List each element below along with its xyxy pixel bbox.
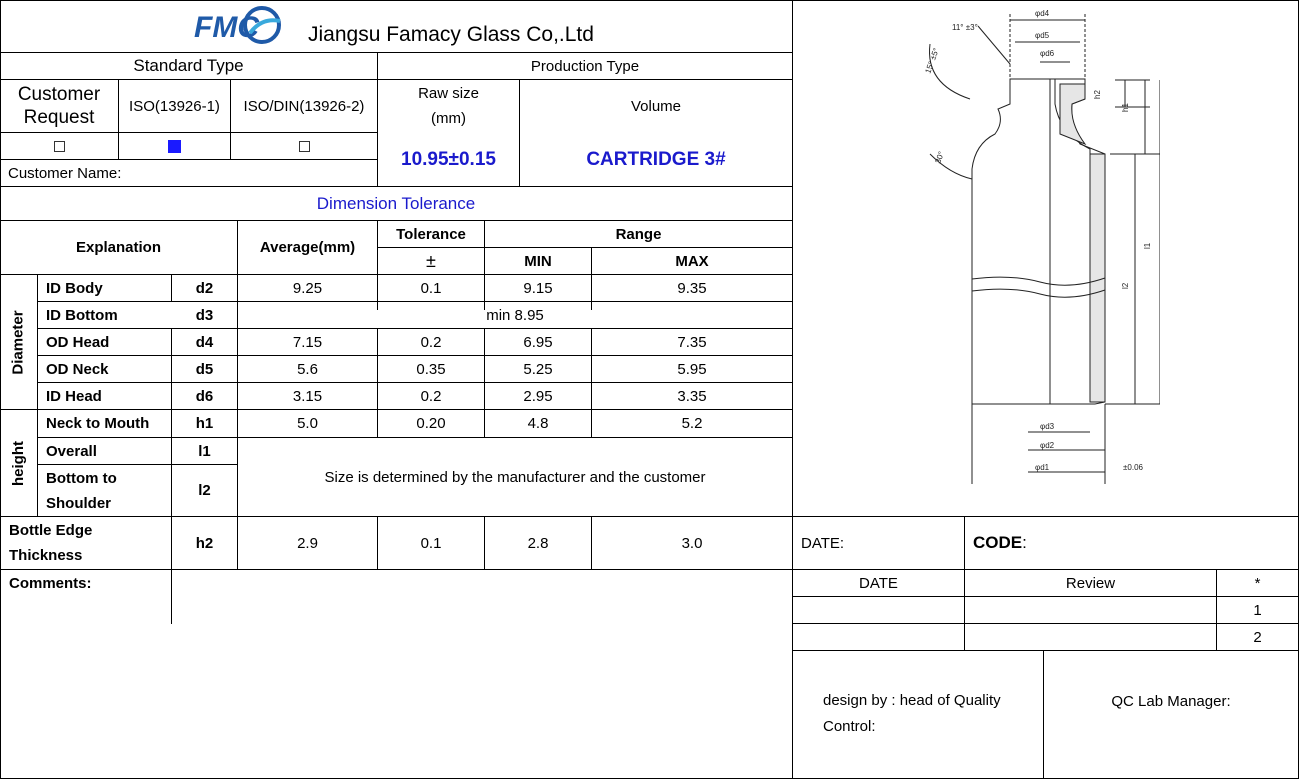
row-max: 5.2 [681,415,703,432]
row-tolerance: 0.20 [416,415,446,432]
review-header: Review [1065,574,1116,592]
drawing-svg [900,4,1160,484]
drawing-label-d6: φd6 [1040,49,1055,58]
size-note: Size is determined by the manufacturer and the customer [324,468,706,486]
row-max: 7.35 [677,333,707,351]
review-date-header: DATE [859,574,898,592]
drawing-label-angle-11: 11° ±3° [952,23,978,32]
edge-average: 2.9 [297,534,318,552]
row-average: 9.25 [292,279,323,297]
drawing-label-l1: l1 [1143,242,1152,249]
row-code: l1 [198,442,211,460]
raw-size-label-text: Raw size [418,85,479,102]
plusminus-header: ± [426,250,436,271]
drawing-label-h1: h1 [1121,103,1130,112]
min-header: MIN [524,252,552,270]
row-name: ID Head [46,387,102,405]
volume-label: Volume [630,97,682,115]
row-tolerance: 0.35 [416,360,446,378]
drawing-label-angle-15: 15° ±5° [923,46,941,75]
checkbox-iso-none[interactable] [0,133,118,159]
row-min: 2.95 [523,387,553,405]
review-star-header: * [1254,574,1261,592]
edge-tolerance: 0.1 [420,534,442,552]
checkbox-box-checked[interactable] [168,140,181,153]
row-average: 5.6 [297,360,318,378]
drawing-label-l2: l2 [1121,282,1130,289]
iso-din-13926-2-label: ISO/DIN(13926-2) [243,97,365,115]
row-name: ID Bottom [46,306,118,324]
raw-size-value: 10.95±0.15 [401,148,496,170]
row-name: Neck to Mouth [46,415,150,432]
code-colon: : [1022,533,1027,552]
company-name: Jiangsu Famacy Glass Co,.Ltd [308,23,594,46]
group-diameter [0,275,37,409]
edge-min: 2.8 [527,534,549,552]
row-name: OD Head [46,333,110,351]
row-min: 9.15 [523,279,553,297]
drawing-label-angle-30: 30° [933,150,947,165]
checkbox-box[interactable] [54,141,65,152]
row-name: OD Neck [46,360,109,378]
review-row-1-number: 1 [1253,601,1262,619]
customer-name-label: Customer Name: [8,164,122,182]
checkbox-iso-13926-1[interactable] [119,133,230,159]
max-header: MAX [675,252,709,270]
row-name: ID Body [46,279,103,297]
row-average: 3.15 [292,387,323,405]
explanation-header: Explanation [75,239,161,256]
iso-13926-1-label: ISO(13926-1) [129,97,220,115]
row-min: 6.95 [523,333,553,351]
group-height [0,410,37,516]
drawing-label-d5: φd5 [1035,31,1050,40]
drawing-label-h2: h2 [1093,90,1102,99]
drawing-label-d2: φd2 [1040,441,1055,450]
row-code: d4 [195,333,214,351]
group-diameter-text: Diameter [10,309,28,375]
row-code: l2 [198,482,211,499]
production-type-label: Production Type [530,57,640,75]
row-max: 3.35 [677,387,707,405]
row-max: 5.95 [677,360,707,378]
raw-size-label [378,80,519,132]
row-merged-value: min 8.95 [486,306,544,324]
code-label [965,517,1298,569]
drawing-label-d1: φd1 [1035,463,1050,472]
qc-lab-manager-label: QC Lab Manager: [1111,692,1231,710]
edge-name: Bottle Edge Thickness [9,522,93,564]
drawing-label-tolerance: ±0.06 [1123,463,1143,472]
row-tolerance: 0.1 [420,279,442,297]
range-header: Range [615,225,662,243]
average-header: Average(mm) [259,239,356,256]
date-label: DATE: [801,534,845,552]
row-max: 9.35 [677,279,707,297]
review-row-2-number: 2 [1253,628,1262,646]
logo-text: FMC [194,11,259,44]
checkbox-box[interactable] [299,141,310,152]
edge-code: h2 [195,534,214,552]
row-code: h1 [195,415,214,432]
row-average: 5.0 [297,415,318,432]
checkbox-iso-din-13926-2[interactable] [231,133,377,159]
row-code: d6 [195,387,214,405]
company-logo [190,3,286,47]
drawing-label-d4: φd4 [1035,9,1050,18]
row-name: Overall [46,442,97,460]
row-tolerance: 0.2 [420,387,442,405]
code-label-text: CODE [973,533,1023,552]
tolerance-header: Tolerance [396,225,466,243]
row-code: d2 [195,279,214,297]
comments-label: Comments: [9,574,92,592]
design-by-label: design by : head of Quality Control: [823,692,1001,735]
standard-type-label: Standard Type [133,56,244,75]
dimension-tolerance-title: Dimension Tolerance [316,193,476,213]
row-tolerance: 0.2 [420,333,442,351]
volume-value: CARTRIDGE 3# [586,148,726,170]
edge-max: 3.0 [681,534,703,552]
cartridge-technical-drawing [900,4,1160,484]
row-code: d5 [195,360,214,378]
group-height-text: height [10,440,27,486]
customer-request-label: Customer Request [17,84,101,128]
row-min: 4.8 [527,415,549,432]
row-code: d3 [195,306,214,324]
raw-size-unit: (mm) [431,110,466,127]
row-min: 5.25 [523,360,553,378]
row-average: 7.15 [292,333,323,351]
drawing-label-d3: φd3 [1040,422,1055,431]
row-name: Bottom to Shoulder [46,469,117,512]
